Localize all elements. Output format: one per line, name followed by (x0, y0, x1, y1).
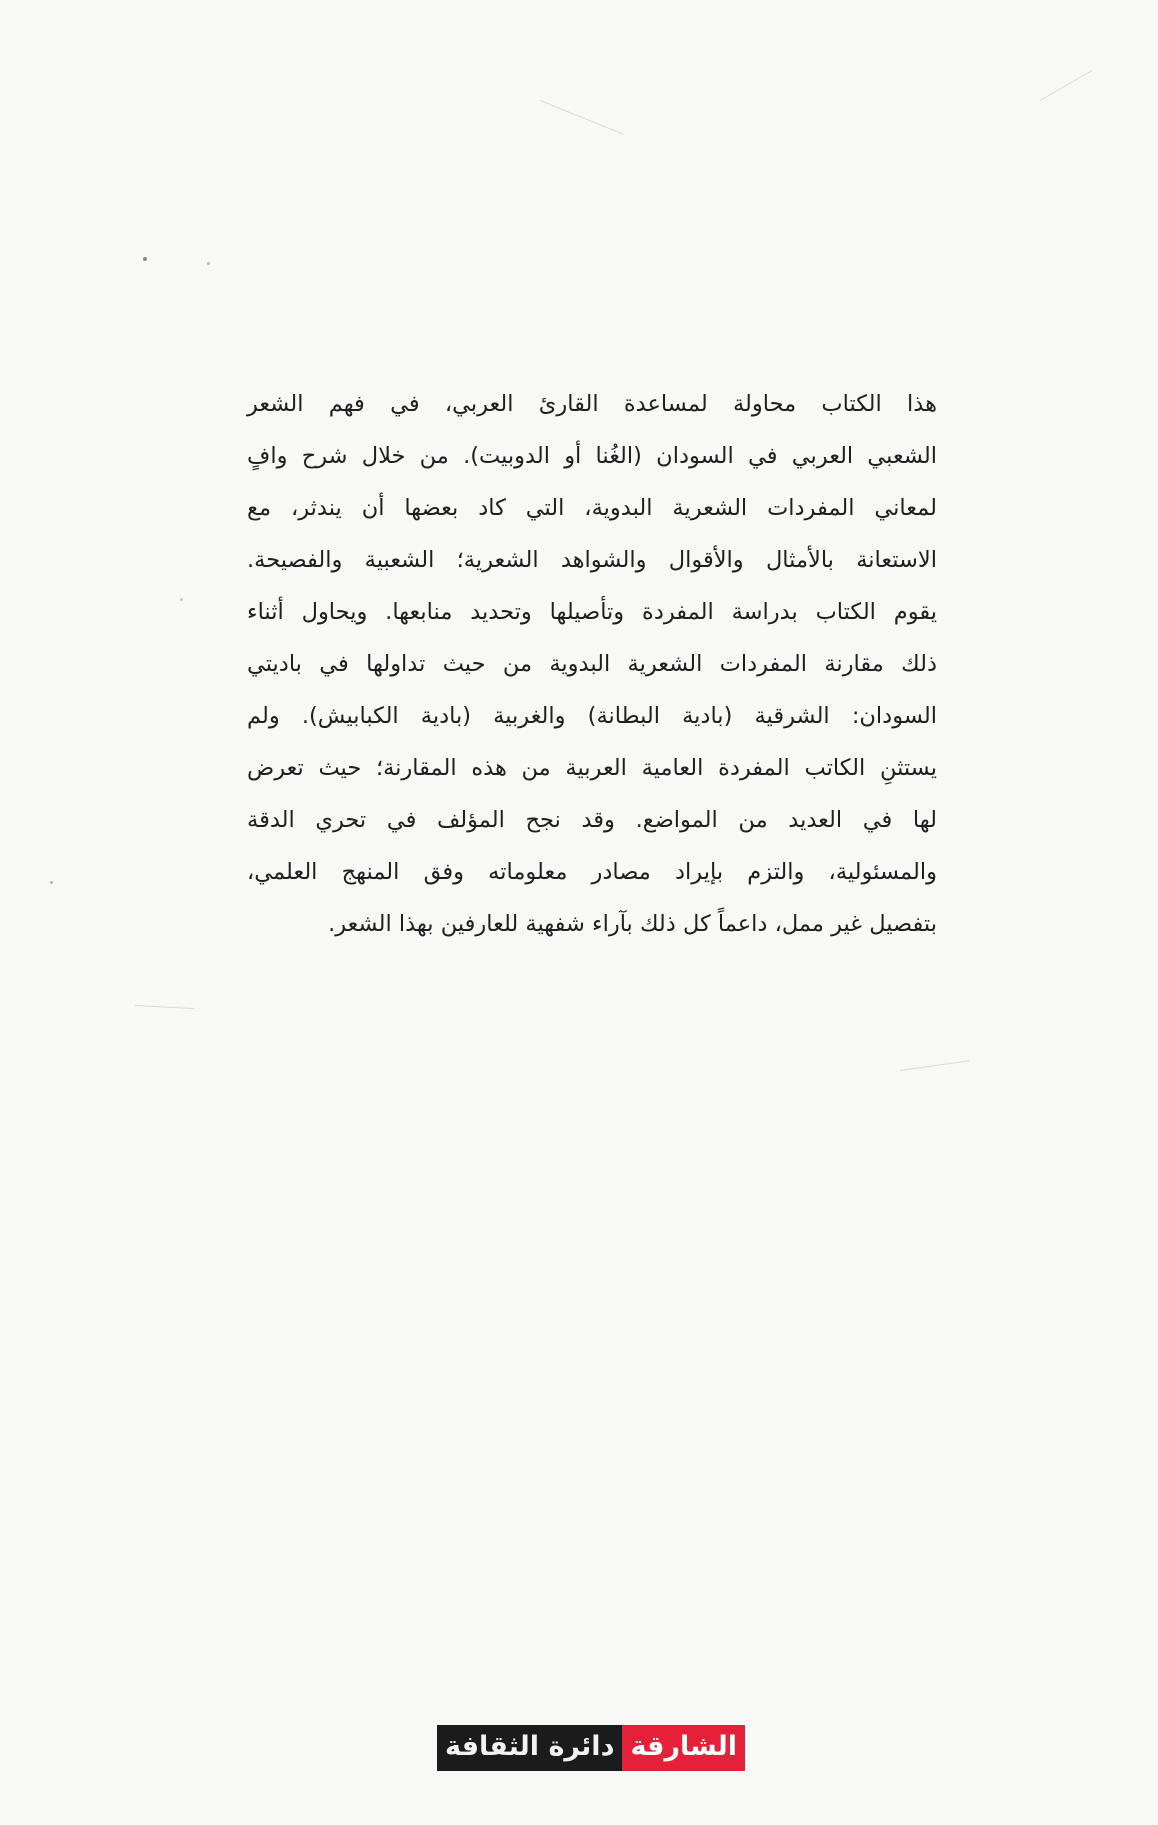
paper-scratch (900, 1060, 969, 1071)
blurb-line: هذا الكتاب محاولة لمساعدة القارئ العربي، في فهم الشعر (247, 391, 937, 417)
paper-speck (180, 598, 183, 601)
paper-scratch (1040, 70, 1092, 101)
blurb-line: السودان: الشرقية (بادية البطانة) والغربية (بادية الكبابيش). ولم (247, 703, 937, 729)
blurb-line: بتفصيل غير ممل، داعماً كل ذلك بآراء شفهية للعارفين بهذا الشعر. (328, 911, 937, 937)
paper-speck (50, 881, 53, 884)
blurb-line: ذلك مقارنة المفردات الشعرية البدوية من حيث تداولها في باديتي (247, 651, 937, 677)
blurb-line: الشعبي العربي في السودان (الغُنا أو الدوبيت). من خلال شرح وافٍ (247, 443, 937, 469)
blurb-text (247, 378, 937, 950)
paper-speck (207, 262, 210, 265)
paper-speck (143, 257, 147, 261)
blurb-line: والمسئولية، والتزم بإيراد مصادر معلوماته وفق المنهج العلمي، (247, 859, 937, 885)
blurb-line: لها في العديد من المواضع. وقد نجح المؤلف في تحري الدقة (247, 807, 937, 833)
publisher-logo (437, 1725, 745, 1771)
paper-scratch (135, 1005, 195, 1009)
blurb-line: لمعاني المفردات الشعرية البدوية، التي كاد بعضها أن يندثر، مع (247, 495, 937, 521)
blurb-line: الاستعانة بالأمثال والأقوال والشواهد الشعرية؛ الشعبية والفصيحة. (247, 547, 937, 573)
publisher-logo-red-part: الشارقة (622, 1725, 745, 1771)
paper-scratch (540, 100, 624, 135)
blurb-line: يستثنِ الكاتب المفردة العامية العربية من هذه المقارنة؛ حيث تعرض (247, 755, 937, 781)
blurb-line: يقوم الكتاب بدراسة المفردة وتأصيلها وتحديد منابعها. ويحاول أثناء (247, 599, 937, 625)
publisher-logo-dark-part: دائرة الثقافة (437, 1725, 622, 1771)
